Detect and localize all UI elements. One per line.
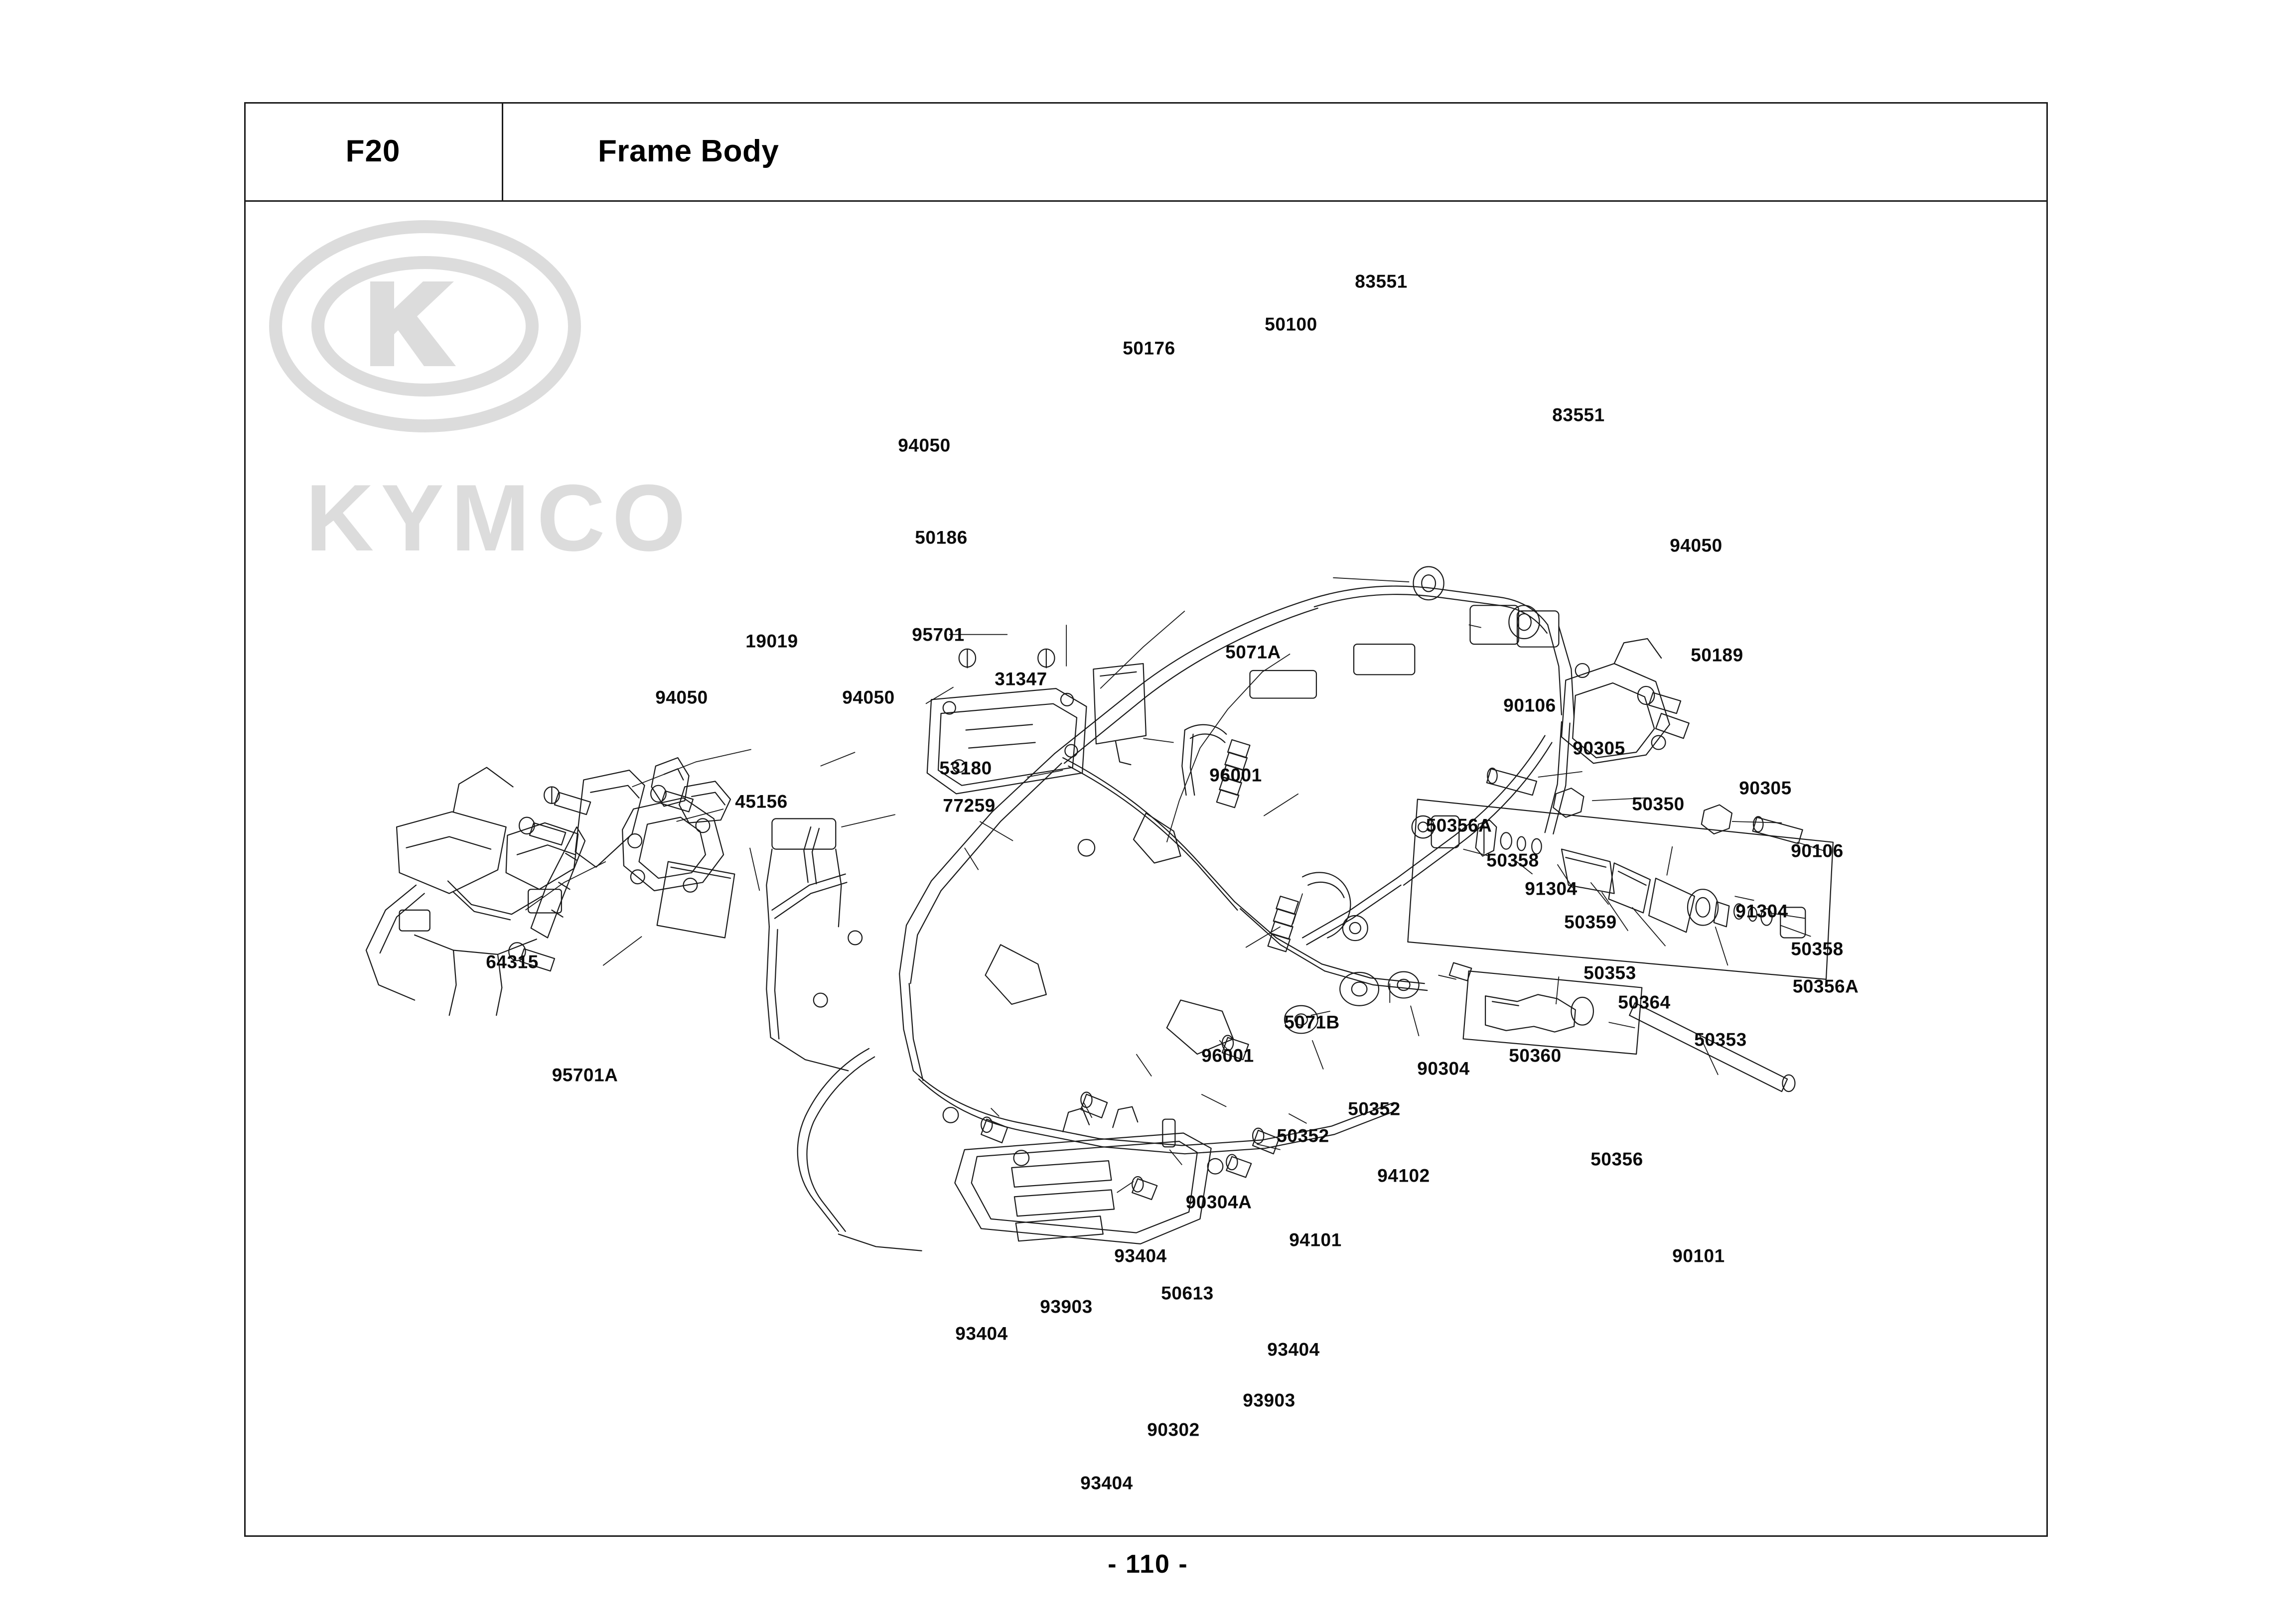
callout-83551-a: 83551 <box>1355 271 1408 292</box>
callout-83551-b: 83551 <box>1552 405 1605 425</box>
callout-19019: 19019 <box>745 631 798 652</box>
callout-50356: 50356 <box>1590 1149 1643 1170</box>
callout-50176: 50176 <box>1123 338 1175 359</box>
callout-90305-b: 90305 <box>1739 778 1792 799</box>
callout-94102: 94102 <box>1377 1165 1430 1186</box>
callout-91304-a: 91304 <box>1525 878 1578 899</box>
callout-93404-c: 93404 <box>1267 1339 1320 1360</box>
callout-77259: 77259 <box>943 795 996 816</box>
callout-90101: 90101 <box>1672 1245 1725 1266</box>
callout-90302: 90302 <box>1147 1419 1200 1440</box>
callout-96001-a: 96001 <box>1209 765 1262 786</box>
callout-90304A: 90304A <box>1185 1192 1252 1213</box>
callout-31347: 31347 <box>995 669 1047 689</box>
callout-50186: 50186 <box>915 527 968 548</box>
callout-93404-d: 93404 <box>1080 1473 1133 1493</box>
callout-50358-a: 50358 <box>1486 850 1539 871</box>
exploded-parts-diagram <box>246 202 2046 1535</box>
callout-50353-b: 50353 <box>1694 1029 1747 1050</box>
diagram-code: F20 <box>345 134 401 168</box>
callout-94050-a: 94050 <box>898 435 951 456</box>
callout-94050-c: 94050 <box>655 687 708 708</box>
callout-90106-a: 90106 <box>1503 695 1556 716</box>
callout-93903-a: 93903 <box>1040 1296 1093 1317</box>
callout-50352-b: 50352 <box>1277 1125 1329 1146</box>
callout-90304: 90304 <box>1417 1058 1470 1079</box>
callout-90106-b: 90106 <box>1791 840 1844 861</box>
callout-50189: 50189 <box>1691 645 1743 666</box>
callout-50100: 50100 <box>1265 314 1317 335</box>
callout-45156: 45156 <box>735 791 788 812</box>
callout-50360: 50360 <box>1509 1045 1562 1066</box>
callout-94101: 94101 <box>1289 1229 1342 1250</box>
callout-53180: 53180 <box>939 758 992 779</box>
callout-50353-a: 50353 <box>1583 962 1636 983</box>
callout-95701A: 95701A <box>552 1065 618 1085</box>
callout-50358-b: 50358 <box>1791 939 1844 959</box>
callout-50364: 50364 <box>1618 992 1671 1013</box>
callout-94050-b: 94050 <box>1670 535 1722 556</box>
page-number: - 110 - <box>1108 1550 1188 1579</box>
svg-text:KYMCO: KYMCO <box>305 465 693 571</box>
callout-95701: 95701 <box>912 624 965 645</box>
diagram-title-cell <box>503 102 2048 200</box>
callout-93404-b: 93404 <box>955 1323 1008 1344</box>
callout-50352-a: 50352 <box>1348 1098 1401 1119</box>
callout-96001-b: 96001 <box>1201 1045 1254 1066</box>
callout-50356A-b: 50356A <box>1792 976 1859 997</box>
diagram-code-cell <box>244 102 503 200</box>
diagram-title: Frame Body <box>598 134 779 168</box>
callout-5071B: 5071B <box>1284 1012 1340 1033</box>
frame-body-line-art <box>246 202 2046 1535</box>
callout-94050-d: 94050 <box>842 687 895 708</box>
callout-50359: 50359 <box>1564 912 1617 933</box>
callout-50356A-a: 50356A <box>1426 815 1492 836</box>
callout-64315: 64315 <box>486 951 539 972</box>
callout-90305-a: 90305 <box>1573 738 1625 759</box>
title-block <box>244 102 2048 202</box>
callout-93903-b: 93903 <box>1243 1390 1295 1411</box>
callout-50613: 50613 <box>1161 1283 1214 1304</box>
callout-91304-b: 91304 <box>1735 901 1788 922</box>
callout-5071A: 5071A <box>1225 642 1281 663</box>
callout-50350: 50350 <box>1632 794 1685 814</box>
callout-93404-a: 93404 <box>1114 1245 1167 1266</box>
